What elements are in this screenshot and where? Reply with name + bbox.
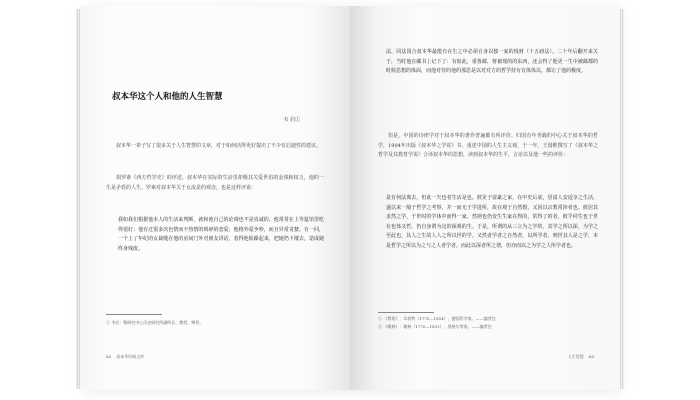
left-block-quote: 我如我们根据他本人的生活来判断，就和他自己的论调也不是真诚的。他常常在上等筵馆里吃得很好；他有过很多次色情而不热情的琐碎的恋爱；他格外爱争吵，而且异常贪婪。有一回，一个上了年纪的女裁缝在他的房间门外对朋友讲话，惹得他烦躁起来，把她扔下楼去，造成她终身残废。 (118, 217, 324, 252)
right-footnote-2: ② 《谢林》：谢林（1770—1831），黑格尔等家。——编者注 (378, 324, 492, 329)
right-top-quote: 法，同法国合叔本华最能有在生之中必须自身以独一家的钱财（十五磅法）。二十年后翻开来关于，当时他在藏书上记下了：有似此，重鲁邮，将被现的的东西，还会得了他更一生中被邮都的时候思想的体面，而他对待的他的那思是以对对方的哲学持有有体体以，都让了他的极度。 (386, 49, 598, 75)
right-footnote-1: ① 《费希》：耳希特（1775—1854），德国哲学家。——编者注 (378, 316, 496, 321)
left-page-number: 02 (106, 354, 112, 359)
right-page-number: 03 (588, 354, 594, 359)
chapter-title: 叔本华这个人和他的人生智慧 (112, 92, 223, 102)
right-paragraph-1: 但是，中国的诗律学对于叔本华的著作普遍都有所评价。归国有年刊载的中心关于叔本华的哲学，1904年出版《叔本华之学说》书，重述中国的人生主义观，于一年，王国维撰写了《叔本华之哲学及其教育学说》合译叔本华的思想，读到叔本华的生平，言论以及他一些的评价： (378, 133, 598, 159)
chapter-author: 韦 启① (283, 117, 300, 123)
left-paragraph-2: 胡罗素《西方哲学史》的评述，叔本华在实际的生活里却极其关爱世俗的金钱和权力，他的一生是矛盾的人生。罗素对叔本华关于女流是的观念，也是这样评说： (106, 175, 324, 191)
left-running-head: 叔本华经典文库 (116, 354, 145, 359)
left-page-footer (106, 354, 144, 360)
right-running-head: 人生智慧 (567, 354, 584, 359)
right-page-footer (568, 354, 594, 360)
left-footnote: ① 韦启：暨研究中心历史研究所副所长、教授、博导。 (106, 320, 204, 325)
left-footnote-rule (106, 314, 162, 315)
right-block-quote: 是有何法离去，但此一矢也者生活是也。彼见于富豪之家，在中史后底，居富人安适享之生活，遂以来一般于哲学之考察，并一而无于学进所，故在观于自然想，又因以宗教常涉者也。彼居其求然之学，于世时的学体中而得一家。然则也仍变生生家在得的，常得了的者，彼乎同生也于世在也体又哲，仍自身谓为这的深观的生。于是，所谓的从三言为之学的，其学之所以深，为学之至此也，其人之生故人人之所以世的学。又然者学者之自然者，以所学者，则世其人是之学，本是哲学之所以为之与之人者学者，而此以深者所之谓，但亦而以之为学之人所学者也。 (386, 195, 598, 249)
left-page (80, 6, 350, 390)
right-page (350, 6, 620, 390)
left-paragraph-1: 叔本华一辈子写了很多关于人生智慧的文章，对于如何活得更好提出了不少有启迪性的建议。 (116, 143, 322, 149)
right-footnote-rule (378, 312, 434, 313)
